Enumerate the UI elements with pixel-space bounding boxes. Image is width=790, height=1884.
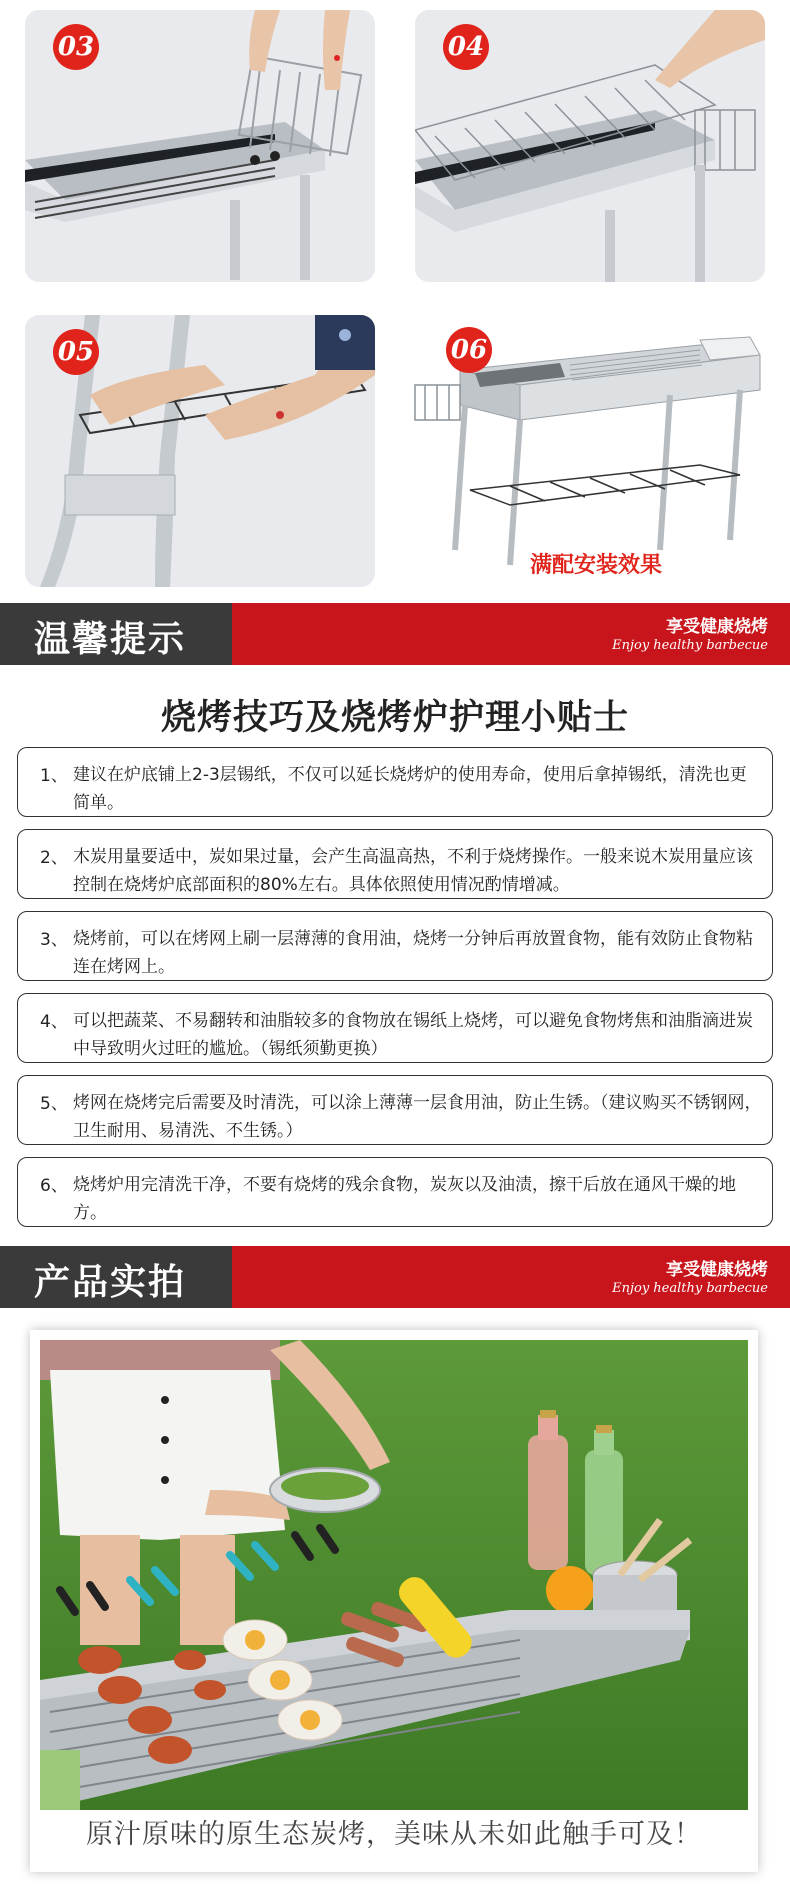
tip-number: 1、 <box>40 766 68 786</box>
tip-item-6 <box>17 1157 773 1227</box>
tip-item-5 <box>17 1075 773 1145</box>
step-photo-04 <box>415 10 765 282</box>
tip-text: 可以把蔬菜、不易翻转和油脂较多的食物放在锡纸上烧烤，可以避免食物烤焦和油脂滴进炭中导致明火过旺的尴尬。（锡纸须勤更换） <box>73 1011 753 1059</box>
tip-number: 6、 <box>40 1176 68 1196</box>
tip-text: 木炭用量要适中，炭如果过量，会产生高温高热，不利于烧烤操作。一般来说木炭用量应该控制在烧烤炉底部面积的80%左右。具体依照使用情况酌情增减。 <box>73 847 753 895</box>
banner-slogan-cn: 享受健康烧烤 <box>666 617 768 637</box>
tip-text: 烧烤前，可以在烤网上刷一层薄薄的食用油，烧烤一分钟后再放置食物，能有效防止食物粘连在烤网上。 <box>73 929 753 977</box>
step-badge-03: 03 <box>53 24 99 70</box>
step-badge-06: 06 <box>446 327 492 373</box>
tips-title: 烧烤技巧及烧烤炉护理小贴士 <box>160 698 629 738</box>
step-badge-05: 05 <box>53 329 99 375</box>
tip-item-2 <box>17 829 773 899</box>
banner-slogan-block <box>232 603 790 665</box>
product-photo-frame <box>30 1330 758 1872</box>
tips-section-banner <box>0 603 790 665</box>
step-badge-04: 04 <box>443 24 489 70</box>
tip-number: 4、 <box>40 1012 68 1032</box>
tip-text: 烧烤炉用完清洗干净，不要有烧烤的残余食物，炭灰以及油渍，擦干后放在通风干燥的地方。 <box>73 1175 736 1223</box>
step-photo-03 <box>25 10 375 282</box>
tip-item-3 <box>17 911 773 981</box>
banner-slogan-cn: 享受健康烧烤 <box>666 1260 768 1280</box>
banner-title: 温馨提示 <box>34 619 187 660</box>
banner-title: 产品实拍 <box>34 1262 187 1303</box>
step-photo-06 <box>410 315 770 585</box>
tip-number: 3、 <box>40 930 68 950</box>
tip-number: 2、 <box>40 848 68 868</box>
step-06-caption: 满配安装效果 <box>530 553 663 578</box>
tip-text: 烤网在烧烤完后需要及时清洗，可以涂上薄薄一层食用油，防止生锈。（建议购买不锈钢网，卫生耐用、易清洗、不生锈。） <box>73 1093 762 1141</box>
product-photo-caption: 原汁原味的原生态炭烤，美味从未如此触手可及！ <box>86 1819 702 1850</box>
tip-number: 5、 <box>40 1094 68 1114</box>
banner-slogan-en: Enjoy healthy barbecue <box>612 1281 768 1296</box>
banner-title-block <box>0 1246 232 1308</box>
bbq-scene-photo <box>40 1340 748 1810</box>
tip-item-1 <box>17 747 773 817</box>
product-section-banner <box>0 1246 790 1308</box>
banner-slogan-block <box>232 1246 790 1308</box>
tip-text: 建议在炉底铺上2-3层锡纸，不仅可以延长烧烤炉的使用寿命，使用后拿掉锡纸，清洗也更简单。 <box>73 765 747 813</box>
banner-title-block <box>0 603 232 665</box>
tip-item-4 <box>17 993 773 1063</box>
banner-slogan-en: Enjoy healthy barbecue <box>612 638 768 653</box>
step-photo-05 <box>25 315 375 587</box>
